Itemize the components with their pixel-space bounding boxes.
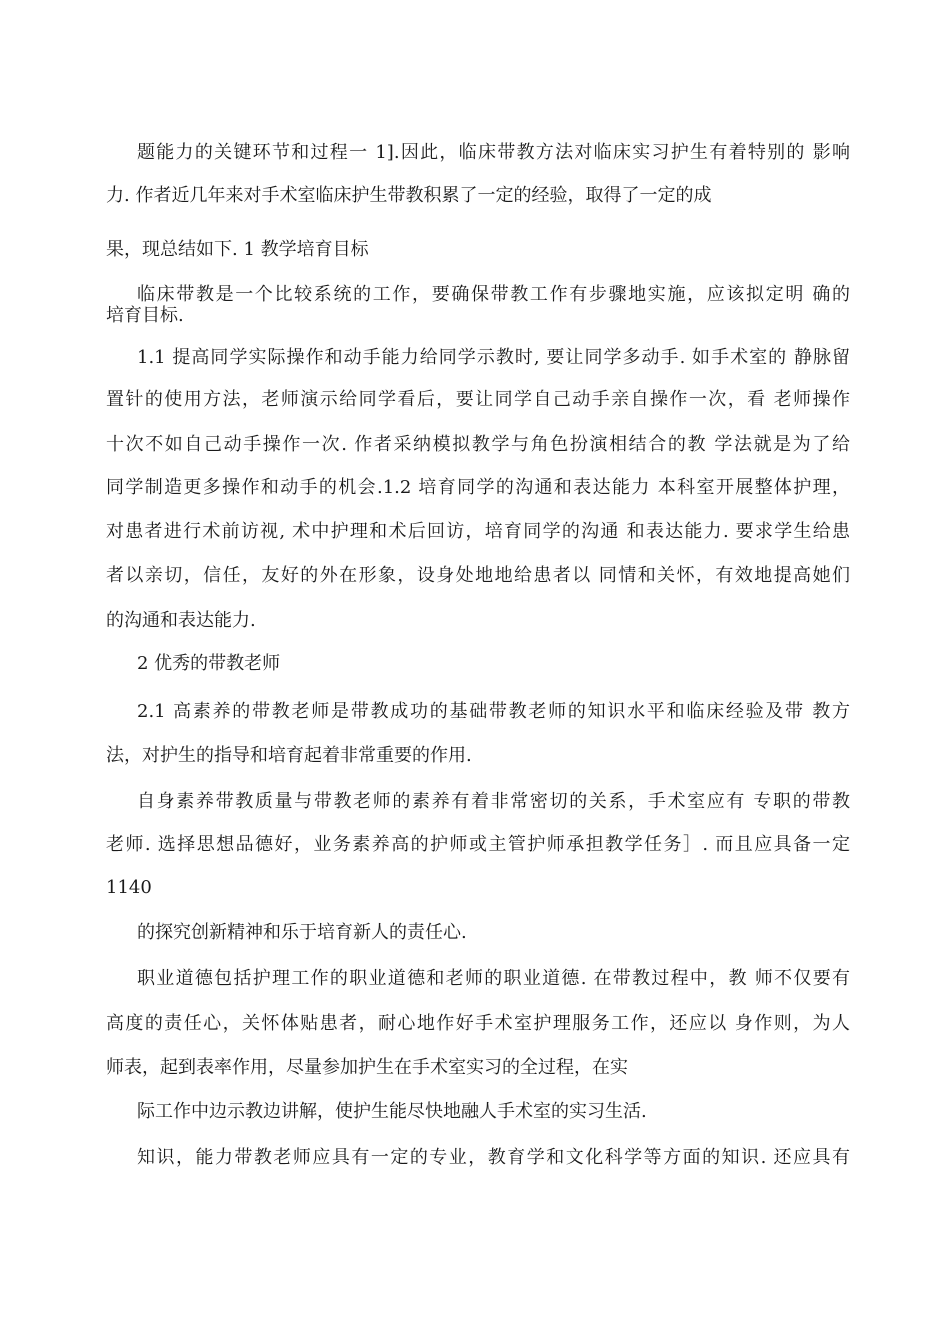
- text-line: 2.1 高素养的带教老师是带教成功的基础带教老师的知识水平和临床经验及带 教方: [137, 701, 850, 722]
- text-line: 高度的责任心，关怀体贴患者，耐心地作好手术室护理服务工作，还应以 身作则，为人: [106, 1013, 850, 1034]
- text-line: 十次不如自己动手操作一次. 作者采纳模拟教学与角色扮演相结合的教 学法就是为了给: [106, 434, 850, 455]
- text-line: 同学制造更多操作和动手的机会.1.2 培育同学的沟通和表达能力 本科室开展整体护理，: [106, 477, 850, 498]
- text-line: 自身素养带教质量与带教老师的素养有着非常密切的关系，手术室应有 专职的带教: [137, 791, 850, 812]
- text-line: 职业道德包括护理工作的职业道德和老师的职业道德. 在带教过程中，教 师不仅要有: [137, 968, 850, 989]
- text-line: 临床带教是一个比较系统的工作，要确保带教工作有步骤地实施，应该拟定明 确的: [137, 284, 850, 305]
- text-line: 培育目标.: [106, 305, 184, 326]
- text-line: 际工作中边示教边讲解，使护生能尽快地融人手术室的实习生活.: [137, 1101, 647, 1122]
- section-heading: 2 优秀的带教老师: [137, 653, 281, 674]
- text-line: 力. 作者近几年来对手术室临床护生带教积累了一定的经验，取得了一定的成: [106, 185, 712, 206]
- text-line: 师表，起到表率作用，尽量参加护生在手术室实习的全过程，在实: [106, 1057, 628, 1078]
- text-line: 1.1 提高同学实际操作和动手能力给同学示教时, 要让同学多动手. 如手术室的 静脉留: [137, 347, 850, 368]
- text-line: 对患者进行术前访视, 术中护理和术后回访，培育同学的沟通 和表达能力. 要求学生给患: [106, 521, 850, 542]
- text-line: 的沟通和表达能力.: [106, 610, 256, 631]
- text-line: 老师. 选择思想品德好，业务素养高的护师或主管护师承担教学任务］. 而且应具备一定: [106, 834, 850, 855]
- section-heading: 果，现总结如下. 1 教学培育目标: [106, 239, 369, 260]
- text-line: 者以亲切，信任，友好的外在形象，设身处地地给患者以 同情和关怀，有效地提高她们: [106, 565, 850, 586]
- text-line: 的探究创新精神和乐于培育新人的责任心.: [137, 922, 467, 943]
- text-line: 题能力的关键环节和过程一 1].因此，临床带教方法对临床实习护生有着特别的 影响: [137, 142, 850, 163]
- text-line: 知识，能力带教老师应具有一定的专业，教育学和文化科学等方面的知识. 还应具有: [137, 1147, 850, 1168]
- text-line: 置针的使用方法，老师演示给同学看后，要让同学自己动手亲自操作一次，看 老师操作: [106, 389, 850, 410]
- text-line: 法，对护生的指导和培育起着非常重要的作用.: [106, 745, 472, 766]
- page-number: 1140: [106, 877, 152, 898]
